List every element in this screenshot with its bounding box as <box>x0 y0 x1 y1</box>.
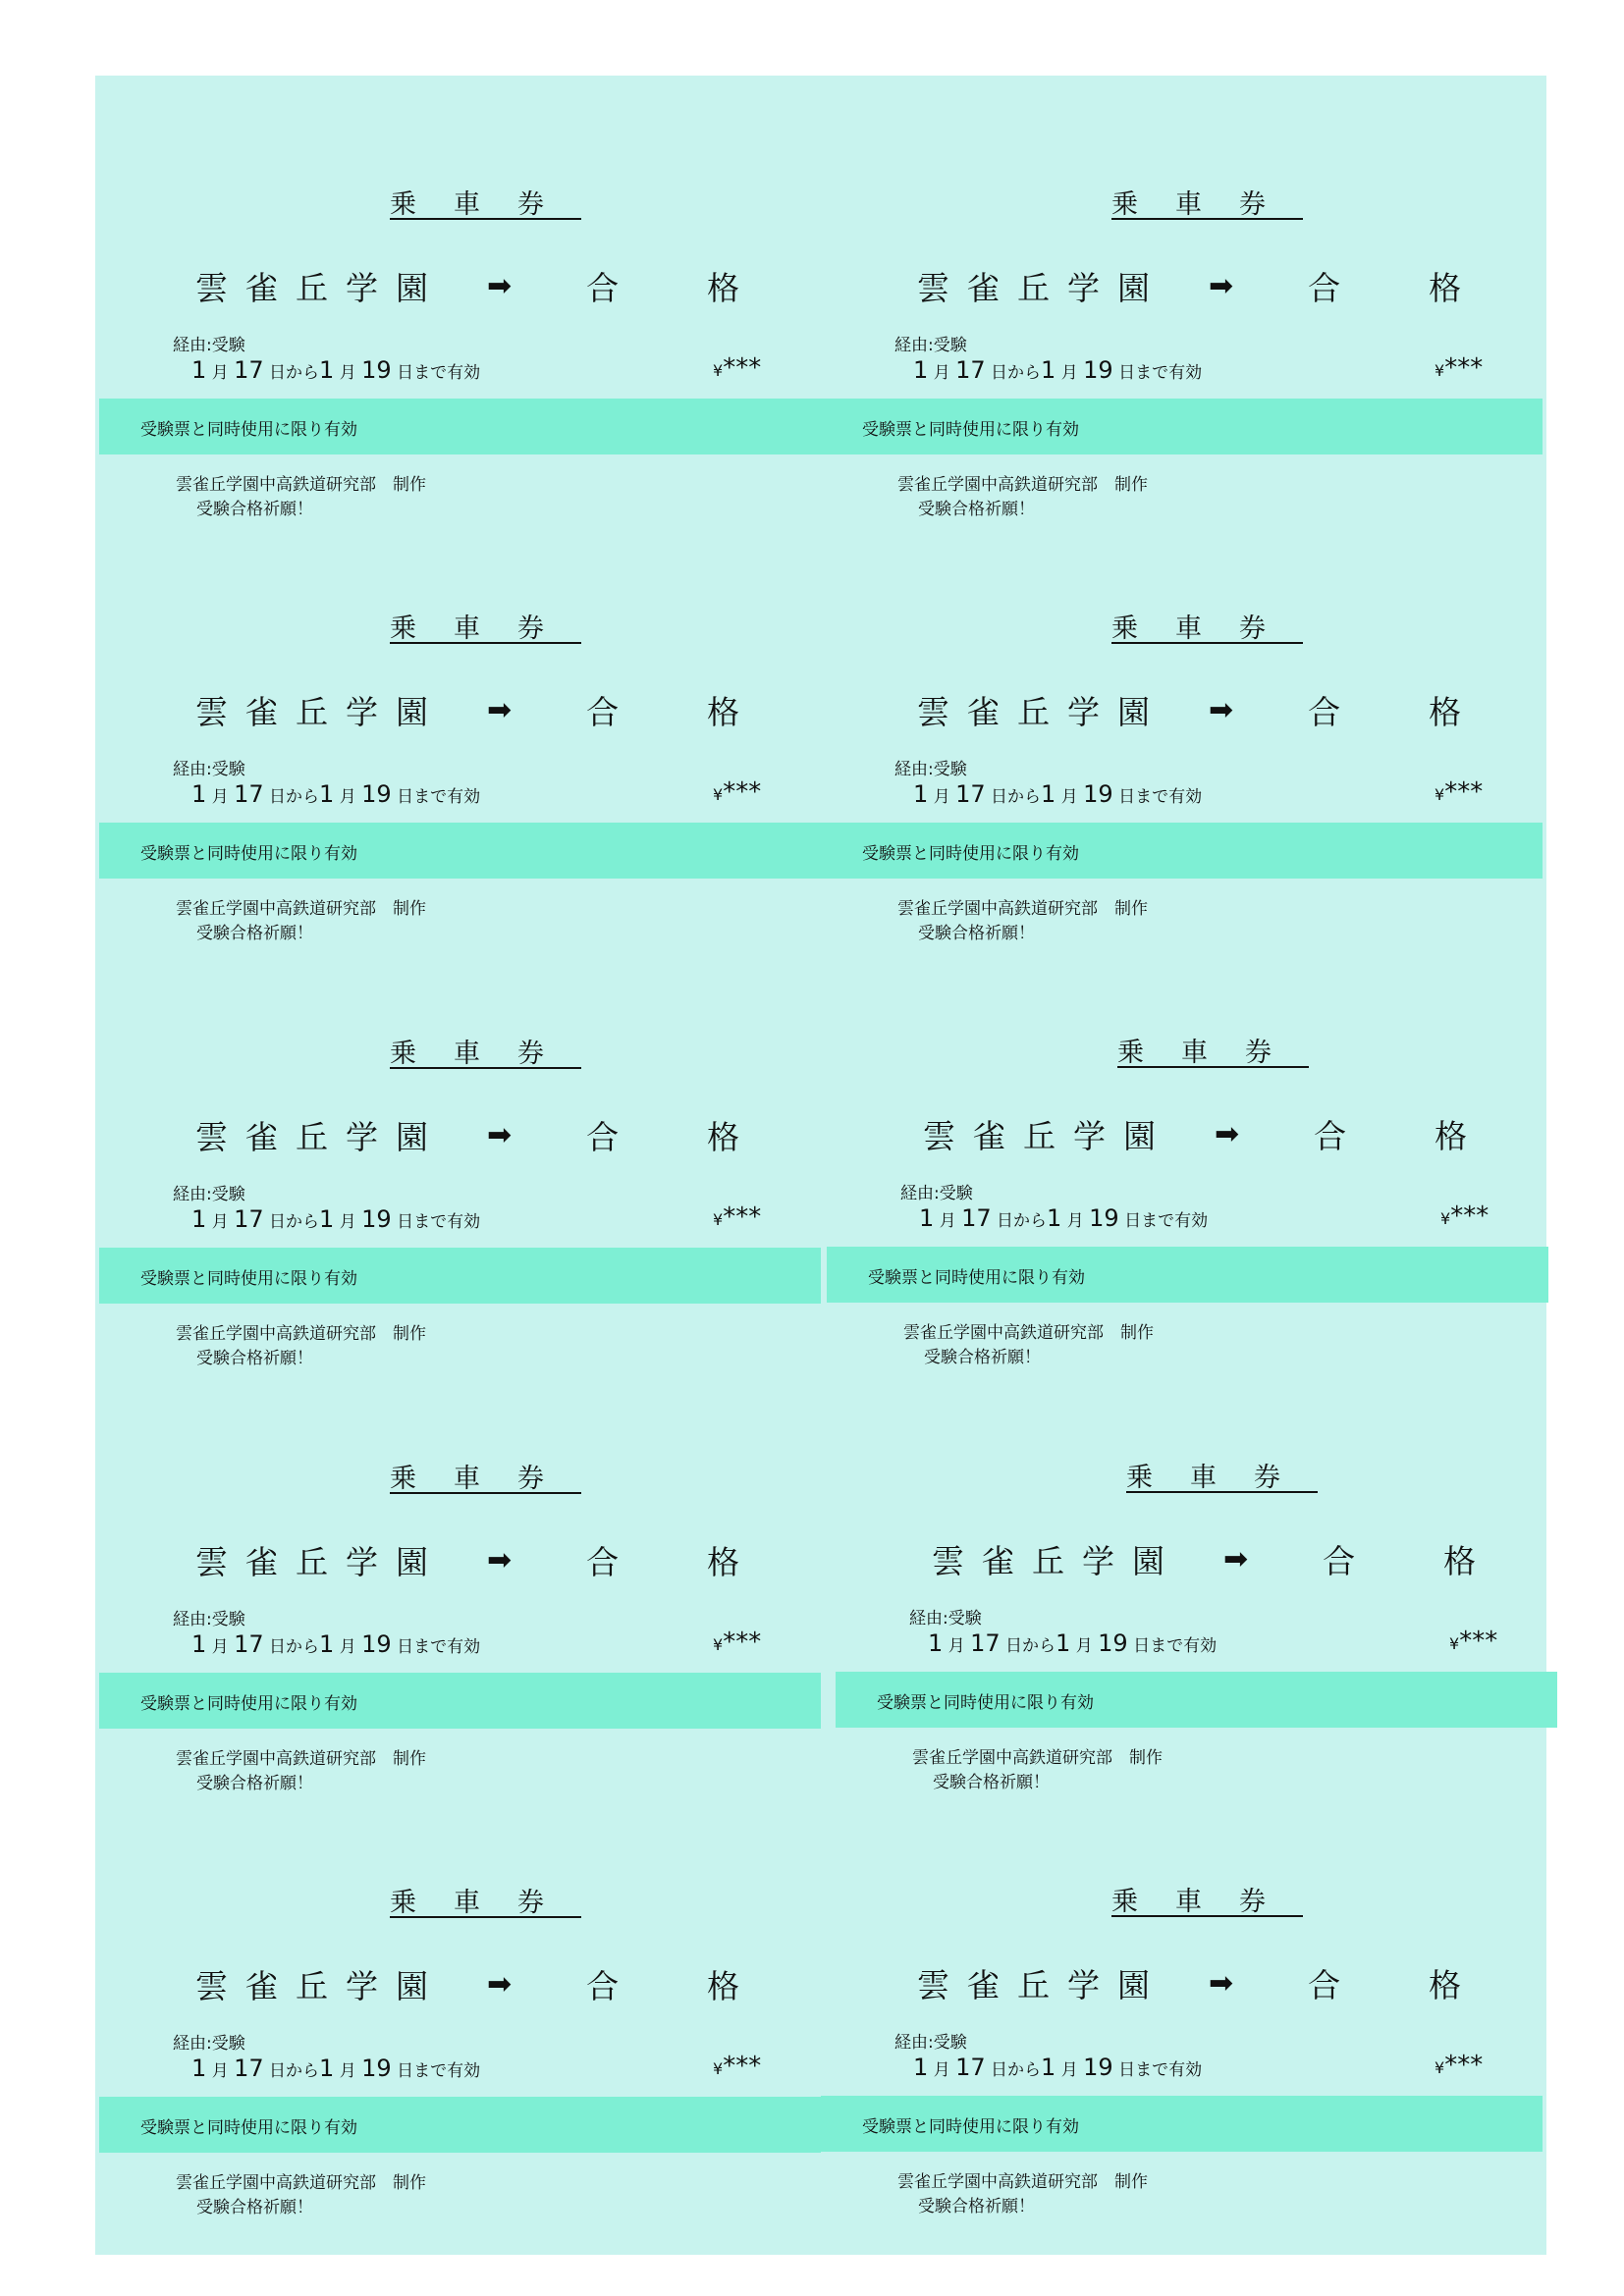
valid-until-label: 日まで有効 <box>1118 2060 1203 2080</box>
yen-symbol: ¥ <box>713 1210 724 1229</box>
ticket <box>821 92 1543 519</box>
valid-month-2: 1 <box>319 780 335 808</box>
route-from: 雲雀丘学園 <box>195 1543 446 1581</box>
yen-symbol: ¥ <box>1449 1634 1460 1653</box>
valid-month-1: 1 <box>191 1630 207 1658</box>
price <box>1449 1627 1497 1656</box>
route <box>917 1960 1461 2006</box>
condition-text: 受験票と同時使用に限り有効 <box>862 2117 1079 2137</box>
valid-month-1: 1 <box>191 780 207 808</box>
route-from: 雲雀丘学園 <box>195 1118 446 1156</box>
valid-month-2: 1 <box>319 356 335 384</box>
route-to-2: 格 <box>1429 693 1462 731</box>
arrow-right-icon: ➡ <box>487 693 513 727</box>
ticket <box>99 516 821 943</box>
valid-until-label: 日まで有効 <box>1124 1211 1209 1231</box>
via-text: 経由:受験 <box>909 1609 982 1629</box>
route-from: 雲雀丘学園 <box>932 1542 1182 1580</box>
valid-month-label-1: 月 <box>939 1211 956 1231</box>
ticket <box>821 1789 1543 2216</box>
price <box>713 1628 761 1657</box>
valid-day-2: 19 <box>361 1630 392 1658</box>
route-to-2: 格 <box>707 693 740 731</box>
valid-month-1: 1 <box>913 356 929 384</box>
ticket-sheet <box>95 76 1546 2255</box>
valid-until-label: 日まで有効 <box>397 1637 481 1657</box>
valid-day-1: 17 <box>234 1630 264 1658</box>
condition-text: 受験票と同時使用に限り有効 <box>877 1693 1094 1713</box>
valid-from-label: 日から <box>269 787 320 807</box>
arrow-right-icon: ➡ <box>1209 693 1234 727</box>
via-text: 経由:受験 <box>173 336 245 355</box>
ticket-title: 乗車券 <box>390 1039 581 1069</box>
validity-text <box>191 780 480 808</box>
price <box>1435 2051 1483 2080</box>
yen-symbol: ¥ <box>1435 361 1445 380</box>
arrow-right-icon: ➡ <box>487 1967 513 2002</box>
ticket-title: 乗車券 <box>1111 1887 1303 1917</box>
ticket <box>99 1366 821 1793</box>
price-value: *** <box>1444 353 1484 383</box>
valid-month-label-2: 月 <box>339 1212 356 1232</box>
price-value: *** <box>723 353 762 383</box>
wish-text: 受験合格祈願！ <box>924 1348 1041 1367</box>
arrow-right-icon: ➡ <box>1209 269 1234 303</box>
condition-text: 受験票と同時使用に限り有効 <box>868 1268 1085 1288</box>
validity-text <box>919 1204 1208 1232</box>
price-value: *** <box>723 1628 762 1657</box>
valid-month-2: 1 <box>319 2055 335 2082</box>
valid-month-label-1: 月 <box>211 363 229 383</box>
route <box>917 263 1461 309</box>
wish-text: 受験合格祈願！ <box>196 924 313 943</box>
route-to-1: 合 <box>586 269 620 307</box>
maker-text: 雲雀丘学園中高鉄道研究部 制作 <box>176 899 426 919</box>
valid-month-label-1: 月 <box>933 2060 950 2080</box>
valid-until-label: 日まで有効 <box>1133 1636 1218 1656</box>
via-text: 経由:受験 <box>894 336 967 355</box>
ticket-title: 乗車券 <box>390 1888 581 1918</box>
via-text: 経由:受験 <box>894 760 967 779</box>
valid-month-label-1: 月 <box>211 787 229 807</box>
validity-text <box>913 2054 1202 2081</box>
route-to-2: 格 <box>1429 1966 1462 2004</box>
condition-band <box>99 1248 821 1304</box>
valid-day-1: 17 <box>234 780 264 808</box>
condition-text: 受験票と同時使用に限り有効 <box>862 420 1079 440</box>
valid-month-label-2: 月 <box>1075 1636 1093 1656</box>
condition-band <box>99 399 821 454</box>
arrow-right-icon: ➡ <box>487 269 513 303</box>
route-from: 雲雀丘学園 <box>917 1966 1167 2004</box>
price <box>713 1202 761 1232</box>
condition-text: 受験票と同時使用に限り有効 <box>862 844 1079 864</box>
valid-from-label: 日から <box>269 1212 320 1232</box>
route-to-2: 格 <box>1443 1542 1477 1580</box>
valid-day-1: 17 <box>970 1629 1001 1657</box>
valid-month-2: 1 <box>1056 1629 1071 1657</box>
valid-month-1: 1 <box>913 2054 929 2081</box>
route-to-1: 合 <box>586 1543 620 1581</box>
valid-month-label-2: 月 <box>1060 787 1078 807</box>
yen-symbol: ¥ <box>713 361 724 380</box>
yen-symbol: ¥ <box>713 1635 724 1654</box>
route <box>923 1111 1467 1157</box>
ticket-title: 乗車券 <box>1111 189 1303 220</box>
validity-text <box>191 2055 480 2082</box>
valid-until-label: 日まで有効 <box>397 363 481 383</box>
valid-month-label-1: 月 <box>933 787 950 807</box>
valid-month-1: 1 <box>191 2055 207 2082</box>
condition-band <box>827 1247 1548 1303</box>
route-to-2: 格 <box>707 1543 740 1581</box>
valid-from-label: 日から <box>1005 1636 1056 1656</box>
valid-until-label: 日まで有効 <box>397 2061 481 2081</box>
wish-text: 受験合格祈願！ <box>918 2197 1035 2216</box>
valid-month-1: 1 <box>928 1629 944 1657</box>
valid-month-1: 1 <box>913 780 929 808</box>
validity-text <box>191 1630 480 1658</box>
valid-day-1: 17 <box>234 1205 264 1233</box>
route-from: 雲雀丘学園 <box>195 1967 446 2005</box>
route-to-1: 合 <box>1314 1117 1347 1155</box>
valid-month-1: 1 <box>191 356 207 384</box>
price <box>713 353 761 383</box>
price-value: *** <box>723 777 762 807</box>
price <box>1435 353 1483 383</box>
valid-day-2: 19 <box>1089 1204 1119 1232</box>
valid-day-2: 19 <box>361 1205 392 1233</box>
condition-band <box>836 1672 1557 1728</box>
route-from: 雲雀丘学園 <box>195 693 446 731</box>
maker-text: 雲雀丘学園中高鉄道研究部 制作 <box>897 2172 1148 2192</box>
via-text: 経由:受験 <box>173 2034 245 2054</box>
maker-text: 雲雀丘学園中高鉄道研究部 制作 <box>903 1323 1154 1343</box>
route <box>195 1112 739 1158</box>
price-value: *** <box>723 2052 762 2081</box>
valid-month-2: 1 <box>319 1630 335 1658</box>
valid-month-label-2: 月 <box>1066 1211 1084 1231</box>
price <box>1440 1201 1489 1231</box>
valid-day-2: 19 <box>1083 356 1113 384</box>
ticket-title: 乗車券 <box>1117 1038 1309 1068</box>
arrow-right-icon: ➡ <box>487 1118 513 1152</box>
valid-day-1: 17 <box>955 2054 986 2081</box>
valid-month-label-2: 月 <box>339 2061 356 2081</box>
valid-until-label: 日まで有効 <box>1118 363 1203 383</box>
valid-month-label-2: 月 <box>339 1637 356 1657</box>
route-to-1: 合 <box>586 1118 620 1156</box>
valid-until-label: 日まで有効 <box>397 787 481 807</box>
valid-day-1: 17 <box>234 2055 264 2082</box>
valid-month-label-1: 月 <box>933 363 950 383</box>
ticket <box>827 940 1548 1367</box>
maker-text: 雲雀丘学園中高鉄道研究部 制作 <box>912 1748 1163 1768</box>
valid-month-label-1: 月 <box>947 1636 965 1656</box>
route-to-1: 合 <box>1308 693 1341 731</box>
route-to-2: 格 <box>1429 269 1462 307</box>
price-value: *** <box>1459 1627 1498 1656</box>
ticket-title: 乗車券 <box>390 1464 581 1494</box>
validity-text <box>913 356 1202 384</box>
yen-symbol: ¥ <box>1435 2058 1445 2077</box>
route-from: 雲雀丘学園 <box>917 269 1167 307</box>
route-to-2: 格 <box>707 269 740 307</box>
price-value: *** <box>1444 2051 1484 2080</box>
valid-month-label-2: 月 <box>339 363 356 383</box>
condition-band <box>99 823 821 879</box>
ticket <box>99 92 821 519</box>
valid-month-label-2: 月 <box>1060 363 1078 383</box>
valid-day-2: 19 <box>361 2055 392 2082</box>
valid-from-label: 日から <box>997 1211 1048 1231</box>
condition-text: 受験票と同時使用に限り有効 <box>140 844 357 864</box>
yen-symbol: ¥ <box>1435 785 1445 804</box>
validity-text <box>928 1629 1217 1657</box>
route <box>195 263 739 309</box>
condition-text: 受験票と同時使用に限り有効 <box>140 2118 357 2138</box>
ticket-title: 乗車券 <box>1111 614 1303 644</box>
maker-text: 雲雀丘学園中高鉄道研究部 制作 <box>176 475 426 495</box>
valid-day-1: 17 <box>955 356 986 384</box>
valid-month-2: 1 <box>1041 356 1056 384</box>
route-to-1: 合 <box>1308 269 1341 307</box>
maker-text: 雲雀丘学園中高鉄道研究部 制作 <box>897 475 1148 495</box>
price <box>1435 777 1483 807</box>
valid-from-label: 日から <box>991 2060 1042 2080</box>
valid-month-2: 1 <box>1041 2054 1056 2081</box>
validity-text <box>191 356 480 384</box>
route-from: 雲雀丘学園 <box>923 1117 1173 1155</box>
wish-text: 受験合格祈願！ <box>918 924 1035 943</box>
maker-text: 雲雀丘学園中高鉄道研究部 制作 <box>176 1749 426 1769</box>
valid-from-label: 日から <box>269 1637 320 1657</box>
valid-month-1: 1 <box>919 1204 935 1232</box>
valid-month-label-2: 月 <box>1060 2060 1078 2080</box>
valid-month-2: 1 <box>1047 1204 1062 1232</box>
maker-text: 雲雀丘学園中高鉄道研究部 制作 <box>897 899 1148 919</box>
ticket <box>99 941 821 1368</box>
price <box>713 2052 761 2081</box>
arrow-right-icon: ➡ <box>1209 1966 1234 2001</box>
route <box>195 1961 739 2007</box>
route <box>195 687 739 733</box>
price-value: *** <box>1444 777 1484 807</box>
valid-month-label-1: 月 <box>211 1212 229 1232</box>
yen-symbol: ¥ <box>713 785 724 804</box>
ticket <box>99 1790 821 2217</box>
wish-text: 受験合格祈願！ <box>196 1349 313 1368</box>
route-to-2: 格 <box>1435 1117 1468 1155</box>
valid-day-1: 17 <box>955 780 986 808</box>
route-to-1: 合 <box>586 693 620 731</box>
valid-day-2: 19 <box>1083 2054 1113 2081</box>
via-text: 経由:受験 <box>173 760 245 779</box>
condition-text: 受験票と同時使用に限り有効 <box>140 1694 357 1714</box>
condition-text: 受験票と同時使用に限り有効 <box>140 1269 357 1289</box>
condition-band <box>821 823 1543 879</box>
route <box>917 687 1461 733</box>
route-to-1: 合 <box>586 1967 620 2005</box>
validity-text <box>191 1205 480 1233</box>
valid-from-label: 日から <box>991 363 1042 383</box>
valid-month-label-1: 月 <box>211 1637 229 1657</box>
valid-month-1: 1 <box>191 1205 207 1233</box>
route-from: 雲雀丘学園 <box>195 269 446 307</box>
route-to-1: 合 <box>1308 1966 1341 2004</box>
arrow-right-icon: ➡ <box>487 1543 513 1577</box>
valid-day-2: 19 <box>1083 780 1113 808</box>
route <box>195 1537 739 1583</box>
wish-text: 受験合格祈願！ <box>196 500 313 519</box>
valid-month-label-2: 月 <box>339 787 356 807</box>
valid-until-label: 日まで有効 <box>1118 787 1203 807</box>
price-value: *** <box>723 1202 762 1232</box>
valid-day-1: 17 <box>234 356 264 384</box>
maker-text: 雲雀丘学園中高鉄道研究部 制作 <box>176 2173 426 2193</box>
route-to-2: 格 <box>707 1118 740 1156</box>
via-text: 経由:受験 <box>173 1185 245 1204</box>
valid-day-2: 19 <box>361 780 392 808</box>
ticket-title: 乗車券 <box>390 189 581 220</box>
condition-band <box>821 2096 1543 2152</box>
via-text: 経由:受験 <box>173 1610 245 1629</box>
maker-text: 雲雀丘学園中高鉄道研究部 制作 <box>176 1324 426 1344</box>
condition-band <box>821 399 1543 454</box>
wish-text: 受験合格祈願！ <box>933 1773 1050 1792</box>
price <box>713 777 761 807</box>
valid-month-2: 1 <box>1041 780 1056 808</box>
wish-text: 受験合格祈願！ <box>918 500 1035 519</box>
ticket <box>821 516 1543 943</box>
ticket-title: 乗車券 <box>1126 1463 1318 1493</box>
arrow-right-icon: ➡ <box>1215 1117 1240 1151</box>
yen-symbol: ¥ <box>1440 1209 1451 1228</box>
route-to-1: 合 <box>1323 1542 1356 1580</box>
valid-day-2: 19 <box>1098 1629 1128 1657</box>
wish-text: 受験合格祈願！ <box>196 1774 313 1793</box>
ticket <box>836 1365 1557 1792</box>
valid-day-1: 17 <box>961 1204 992 1232</box>
valid-from-label: 日から <box>269 363 320 383</box>
valid-month-2: 1 <box>319 1205 335 1233</box>
price-value: *** <box>1450 1201 1489 1231</box>
valid-day-2: 19 <box>361 356 392 384</box>
valid-from-label: 日から <box>269 2061 320 2081</box>
validity-text <box>913 780 1202 808</box>
via-text: 経由:受験 <box>900 1184 973 1203</box>
route-from: 雲雀丘学園 <box>917 693 1167 731</box>
condition-band <box>99 2097 821 2153</box>
condition-text: 受験票と同時使用に限り有効 <box>140 420 357 440</box>
valid-until-label: 日まで有効 <box>397 1212 481 1232</box>
wish-text: 受験合格祈願！ <box>196 2198 313 2217</box>
yen-symbol: ¥ <box>713 2059 724 2078</box>
arrow-right-icon: ➡ <box>1223 1542 1249 1576</box>
via-text: 経由:受験 <box>894 2033 967 2053</box>
valid-from-label: 日から <box>991 787 1042 807</box>
route <box>932 1536 1476 1582</box>
valid-month-label-1: 月 <box>211 2061 229 2081</box>
route-to-2: 格 <box>707 1967 740 2005</box>
condition-band <box>99 1673 821 1729</box>
ticket-title: 乗車券 <box>390 614 581 644</box>
